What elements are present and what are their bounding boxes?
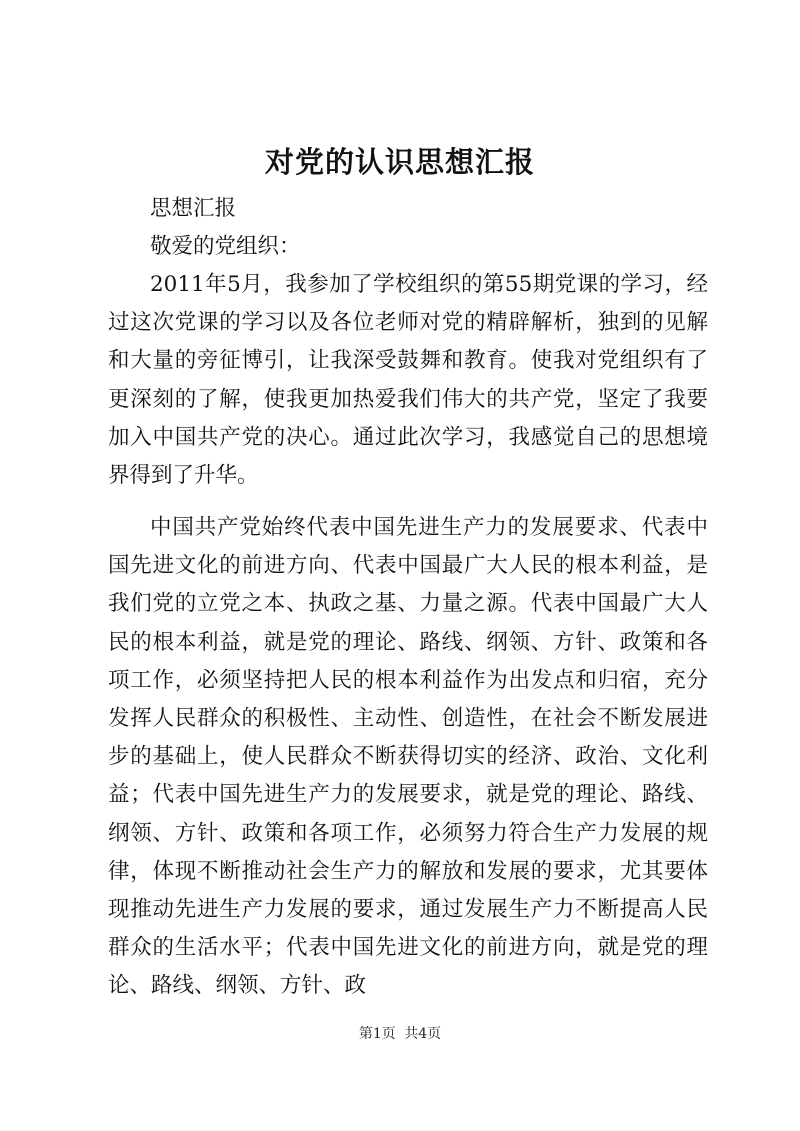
page-number: 第1页 bbox=[358, 1026, 396, 1042]
paragraph-1: 2011年5月，我参加了学校组织的第55期党课的学习，经过这次党课的学习以及各位老师对党的精辟解析，独到的见解和大量的旁征博引，让我深受鼓舞和教育。使我对党组织有了更深刻的了解，使我更加热爱我们伟大的共产党，坚定了我要加入中国共产党的决心。通过此次学习，我感觉自己的思想境界得到了升华。 bbox=[108, 272, 708, 489]
paragraph-2: 中国共产党始终代表中国先进生产力的发展要求、代表中国先进文化的前进方向、代表中国最广大人民的根本利益，是我们党的立党之本、执政之基、力量之源。代表中国最广大人民的根本利益，就是党的理论、路线、纲领、方针、政策和各项工作，必须坚持把人民的根本利益作为出发点和归宿，充分发挥人民群众的积极性、主动性、创造性，在社会不断发展进步的基础上，使人民群众不断获得切实的经济、政治、文化利益；代表中国先进生产力的发展要求，就是党的理论、路线、纲领、方针、政策和各项工作，必须努力符合生产力发展的规律，体现不断推动社会生产力的解放和发展的要求，尤其要体现推动先进生产力发展的要求，通过发展生产力不断提高人民群众的生活水平；代表中国先进文化的前进方向，就是党的理论、路线、纲领、方针、政 bbox=[108, 515, 708, 999]
page-total: 共4页 bbox=[404, 1026, 442, 1042]
subheading: 思想汇报 bbox=[150, 196, 237, 221]
salutation: 敬爱的党组织： bbox=[150, 234, 301, 259]
document-title: 对党的认识思想汇报 bbox=[264, 145, 535, 179]
page-footer bbox=[0, 1024, 800, 1044]
